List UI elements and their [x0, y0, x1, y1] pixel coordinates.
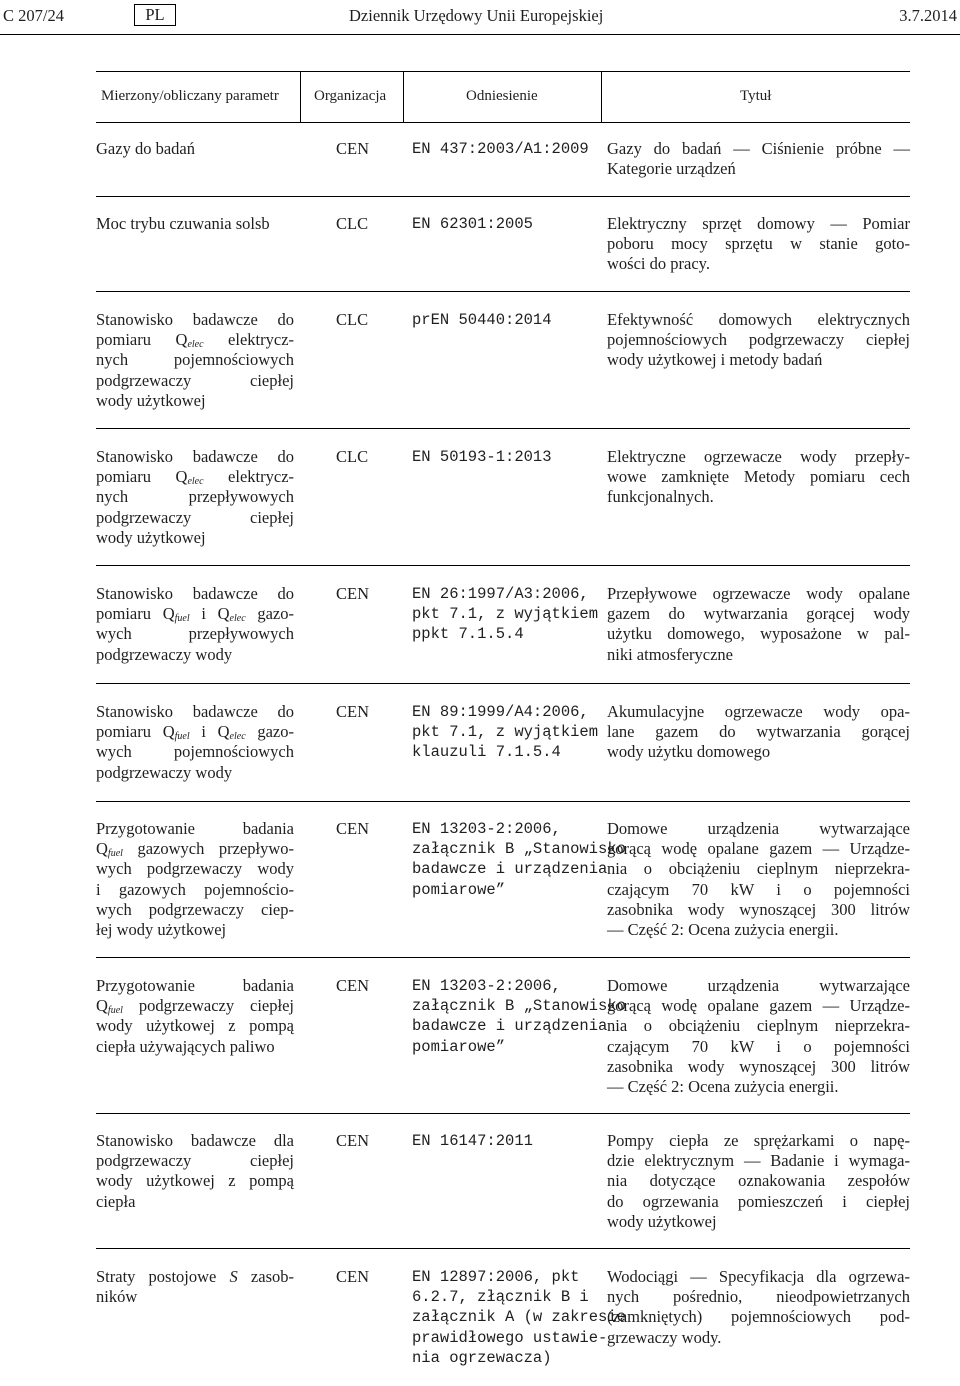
- row-5-title: Przepływowe ogrzewacze wody opalane gazem do wytwarzania gorącej wody użytku domowego, wyposażone w pal- niki atmosferyczne: [607, 584, 910, 664]
- row-1-reference: EN 437:2003/A1:2009: [412, 140, 589, 158]
- row-5-reference: EN 26:1997/A3:2006, pkt 7.1, z wyjątkiem ppkt 7.1.5.4: [412, 585, 599, 644]
- row-4-parameter: Stanowisko badawcze do pomiaru $Q_{elec}$ elektrycz- nych przepływowych podgrzewaczy ciepłej wody użytkowej: [96, 447, 295, 547]
- row-divider: [96, 1248, 910, 1249]
- row-2-reference: EN 62301:2005: [412, 215, 533, 233]
- column-header-parameter: Mierzony/obliczany parametr: [101, 88, 279, 104]
- row-3-title: Efektywność domowych elektrycznych pojemnościowych podgrzewaczy ciepłej wody użytkowej i metody badań: [607, 310, 910, 370]
- row-divider: [96, 1113, 910, 1114]
- row-4-title: Elektryczne ogrzewacze wody przepły- wowe zamknięte Metody pomiaru cech funkcjonalnych.: [607, 447, 910, 507]
- row-divider: [96, 565, 910, 566]
- row-2-title: Elektryczny sprzęt domowy — Pomiar poboru mocy sprzętu w stanie goto- wości do pracy.: [607, 214, 910, 274]
- column-divider: [403, 71, 404, 122]
- row-8-reference: EN 13203-2:2006, załącznik B „Stanowisko badawcze i urządzenia pomiarowe”: [412, 977, 626, 1056]
- journal-title: Dziennik Urzędowy Unii Europejskiej: [349, 6, 604, 25]
- row-7-title: Domowe urządzenia wytwarzające gorącą wodę opalane gazem — Urządze- nia o obciążeniu cieplnym nieprzekra- czającym 70 kW i o pojemności zasobnika wody wynoszącej 300 litrów — Część 2: Ocena zużycia energii.: [607, 819, 910, 940]
- row-10-title: Wodociągi — Specyfikacja dla ogrzewa- nych pośrednio, nieodpowietrzanych (zamkniętych) pojemnościowych pod- grzewaczy wody.: [607, 1267, 910, 1347]
- row-8-parameter: Przygotowanie badania $Q_{fuel}$ podgrzewaczy ciepłej wody użytkowej z pompą ciepła używających paliwo: [96, 976, 294, 1056]
- page-number: C 207/24: [3, 6, 64, 25]
- row-9-organization: CEN: [336, 1131, 369, 1150]
- row-8-organization: CEN: [336, 976, 369, 995]
- row-3-organization: CLC: [336, 310, 369, 329]
- row-2-organization: CLC: [336, 214, 369, 233]
- row-2-parameter: Moc trybu czuwania solsb: [96, 214, 270, 233]
- row-6-organization: CEN: [336, 702, 369, 721]
- row-10-reference: EN 12897:2006, pkt 6.2.7, złącznik B i załącznik A (w zakresie prawidłowego ustawie- nia ogrzewacza): [412, 1268, 626, 1367]
- column-divider: [601, 71, 602, 122]
- column-header-organization: Organizacja: [314, 88, 387, 104]
- row-8-title: Domowe urządzenia wytwarzające gorącą wodę opalane gazem — Urządze- nia o obciążeniu cieplnym nieprzekra- czającym 70 kW i o pojemności zasobnika wody wynoszącej 300 litrów — Część 2: Ocena zużycia energii.: [607, 976, 910, 1097]
- row-5-organization: CEN: [336, 584, 369, 603]
- column-divider: [300, 71, 301, 122]
- row-6-parameter: Stanowisko badawcze do pomiaru $Q_{fuel}$ i $Q_{elec}$ gazo- wych pojemnościowych podgrzewaczy wody: [96, 702, 294, 782]
- row-3-reference: prEN 50440:2014: [412, 311, 552, 329]
- publication-date: 3.7.2014: [899, 6, 957, 25]
- table-top-border: [96, 71, 910, 72]
- row-10-organization: CEN: [336, 1267, 369, 1286]
- row-divider: [96, 683, 910, 684]
- row-1-parameter: Gazy do badań: [96, 139, 195, 158]
- language-badge: PL: [134, 4, 176, 26]
- row-10-parameter: Straty postojowe S zasob- ników: [96, 1267, 294, 1307]
- row-1-title: Gazy do badań — Ciśnienie próbne — Kategorie urządzeń: [607, 139, 910, 179]
- row-9-parameter: Stanowisko badawcze dla podgrzewaczy ciepłej wody użytkowej z pompą ciepła: [96, 1131, 294, 1211]
- row-divider: [96, 196, 910, 197]
- column-header-title: Tytuł: [740, 88, 772, 104]
- row-3-parameter: Stanowisko badawcze do pomiaru $Q_{elec}$ elektrycz- nych pojemnościowych podgrzewaczy ciepłej wody użytkowej: [96, 310, 295, 410]
- page-header: [0, 0, 960, 35]
- row-5-parameter: Stanowisko badawcze do pomiaru $Q_{fuel}$ i $Q_{elec}$ gazo- wych przepływowych podgrzewaczy wody: [96, 584, 294, 664]
- row-7-parameter: Przygotowanie badania $Q_{fuel}$ gazowych przepływo- wych podgrzewaczy wody i gazowych pojemnościo- wych podgrzewaczy ciep- łej wody użytkowej: [96, 819, 294, 940]
- row-6-title: Akumulacyjne ogrzewacze wody opa- lane gazem do wytwarzania gorącej wody użytku domowego: [607, 702, 910, 762]
- row-4-organization: CLC: [336, 447, 369, 466]
- row-1-organization: CEN: [336, 139, 369, 158]
- row-divider: [96, 122, 910, 123]
- row-4-reference: EN 50193-1:2013: [412, 448, 552, 466]
- row-7-organization: CEN: [336, 819, 369, 838]
- row-divider: [96, 428, 910, 429]
- row-divider: [96, 957, 910, 958]
- row-9-reference: EN 16147:2011: [412, 1132, 533, 1150]
- row-9-title: Pompy ciepła ze sprężarkami o napę- dzie elektrycznym — Badanie i wymaga- nia dotyczące oznakowania zespołów do ogrzewania pomieszczeń i ciepłej wody użytkowej: [607, 1131, 910, 1231]
- column-header-reference: Odniesienie: [466, 88, 538, 104]
- row-divider: [96, 801, 910, 802]
- row-divider: [96, 291, 910, 292]
- row-7-reference: EN 13203-2:2006, załącznik B „Stanowisko badawcze i urządzenia pomiarowe”: [412, 820, 626, 899]
- row-6-reference: EN 89:1999/A4:2006, pkt 7.1, z wyjątkiem klauzuli 7.1.5.4: [412, 703, 599, 762]
